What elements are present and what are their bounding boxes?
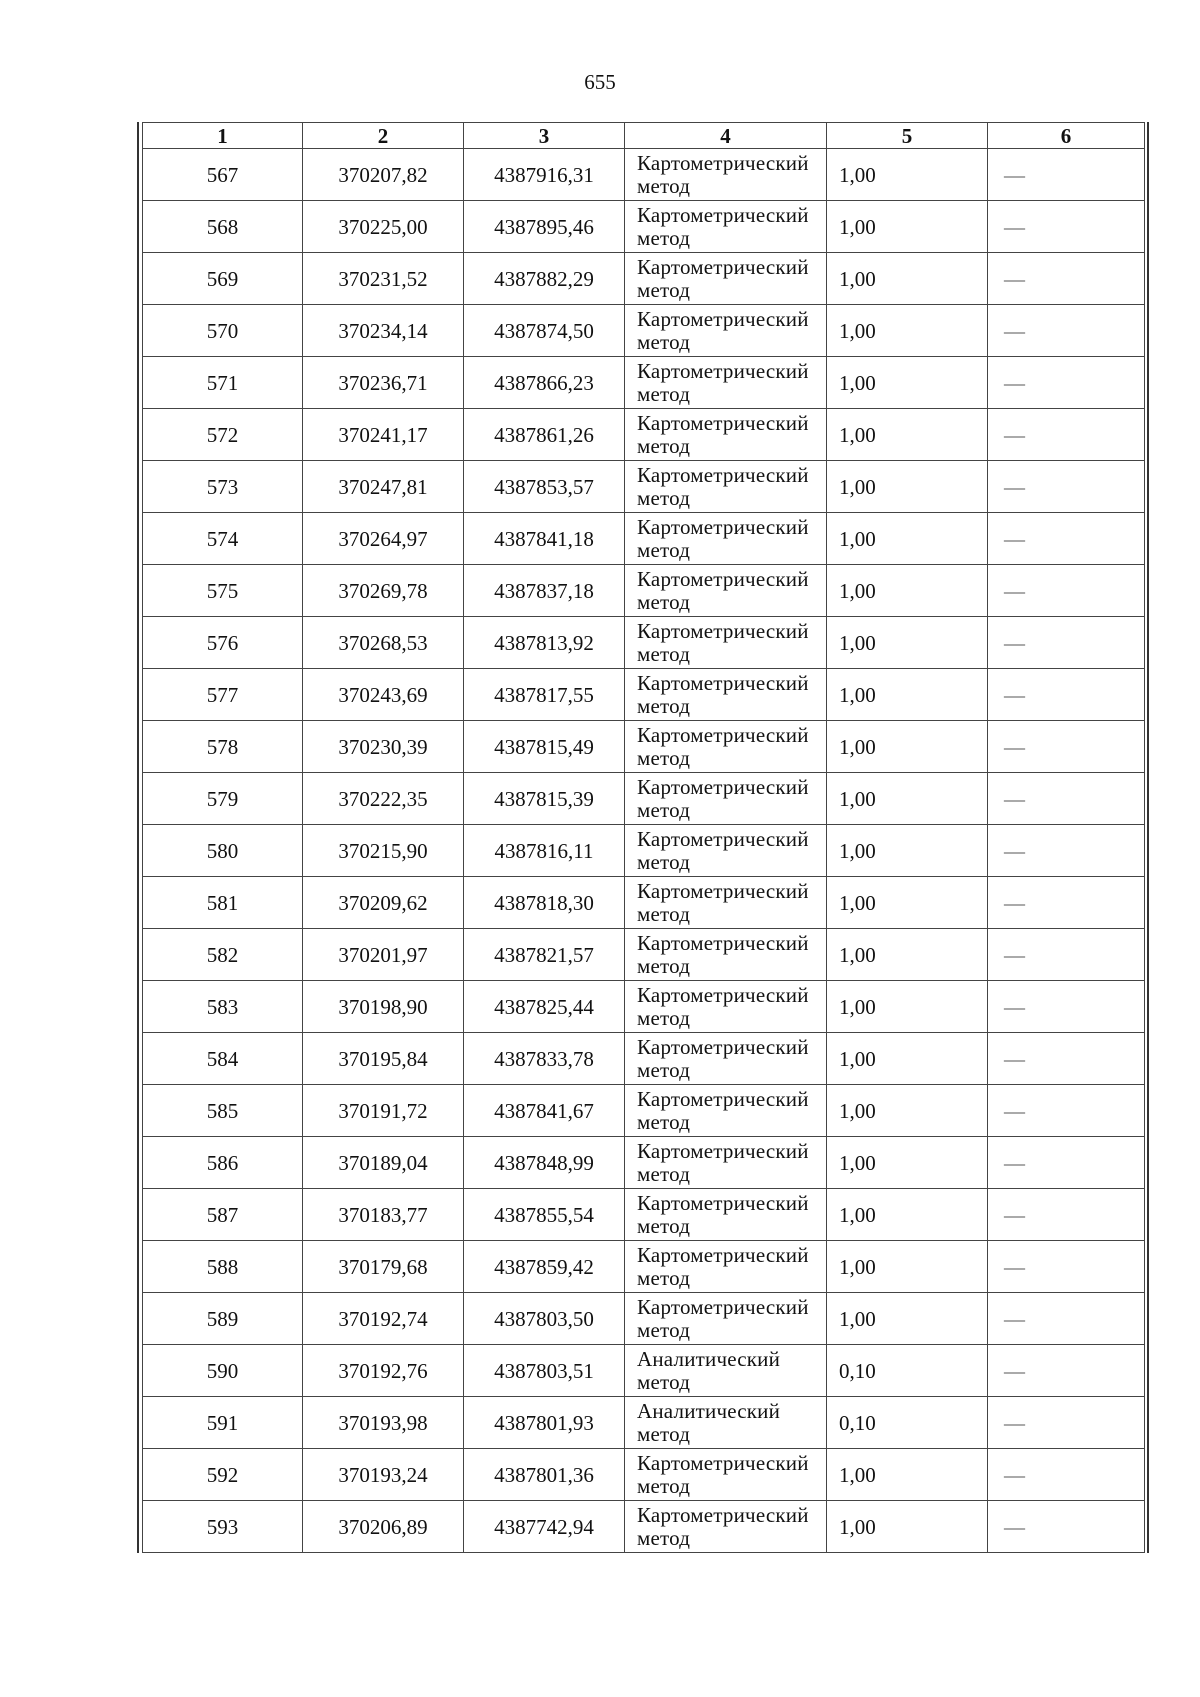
cell-method: Картометрический метод — [625, 149, 827, 201]
cell-method: Картометрический метод — [625, 1449, 827, 1501]
table-row — [143, 617, 1145, 669]
cell-note: — — [988, 513, 1145, 565]
cell-point-number: 588 — [143, 1241, 303, 1293]
header-cell-1: 1 — [143, 123, 303, 149]
cell-x-coordinate: 370241,17 — [303, 409, 464, 461]
header-cell-2: 2 — [303, 123, 464, 149]
cell-method: Аналитический метод — [625, 1345, 827, 1397]
cell-method: Картометрический метод — [625, 253, 827, 305]
cell-y-coordinate: 4387813,92 — [464, 617, 625, 669]
cell-x-coordinate: 370268,53 — [303, 617, 464, 669]
cell-accuracy: 1,00 — [827, 461, 988, 513]
cell-x-coordinate: 370198,90 — [303, 981, 464, 1033]
cell-accuracy: 1,00 — [827, 981, 988, 1033]
cell-y-coordinate: 4387859,42 — [464, 1241, 625, 1293]
cell-y-coordinate: 4387742,94 — [464, 1501, 625, 1553]
cell-method: Картометрический метод — [625, 1189, 827, 1241]
table-row — [143, 1085, 1145, 1137]
cell-note: — — [988, 253, 1145, 305]
cell-method: Картометрический метод — [625, 357, 827, 409]
cell-note: — — [988, 1189, 1145, 1241]
cell-point-number: 583 — [143, 981, 303, 1033]
cell-y-coordinate: 4387874,50 — [464, 305, 625, 357]
cell-accuracy: 1,00 — [827, 149, 988, 201]
cell-method: Картометрический метод — [625, 1501, 827, 1553]
cell-x-coordinate: 370193,98 — [303, 1397, 464, 1449]
cell-accuracy: 1,00 — [827, 305, 988, 357]
coordinates-table-frame — [137, 122, 1149, 1553]
cell-x-coordinate: 370215,90 — [303, 825, 464, 877]
cell-method: Картометрический метод — [625, 305, 827, 357]
table-row — [143, 929, 1145, 981]
cell-note: — — [988, 357, 1145, 409]
cell-note: — — [988, 1449, 1145, 1501]
cell-x-coordinate: 370222,35 — [303, 773, 464, 825]
cell-x-coordinate: 370201,97 — [303, 929, 464, 981]
cell-method: Картометрический метод — [625, 1085, 827, 1137]
cell-x-coordinate: 370234,14 — [303, 305, 464, 357]
cell-x-coordinate: 370179,68 — [303, 1241, 464, 1293]
cell-y-coordinate: 4387803,50 — [464, 1293, 625, 1345]
cell-point-number: 582 — [143, 929, 303, 981]
cell-note: — — [988, 617, 1145, 669]
cell-accuracy: 1,00 — [827, 773, 988, 825]
cell-point-number: 584 — [143, 1033, 303, 1085]
table-row — [143, 1293, 1145, 1345]
table-row — [143, 565, 1145, 617]
cell-method: Картометрический метод — [625, 1137, 827, 1189]
cell-accuracy: 1,00 — [827, 1449, 988, 1501]
table-row — [143, 669, 1145, 721]
cell-x-coordinate: 370225,00 — [303, 201, 464, 253]
cell-method: Картометрический метод — [625, 721, 827, 773]
cell-method: Картометрический метод — [625, 565, 827, 617]
cell-method: Аналитический метод — [625, 1397, 827, 1449]
cell-y-coordinate: 4387866,23 — [464, 357, 625, 409]
cell-point-number: 587 — [143, 1189, 303, 1241]
cell-accuracy: 1,00 — [827, 1085, 988, 1137]
cell-y-coordinate: 4387895,46 — [464, 201, 625, 253]
cell-y-coordinate: 4387821,57 — [464, 929, 625, 981]
cell-point-number: 575 — [143, 565, 303, 617]
cell-point-number: 572 — [143, 409, 303, 461]
table-row — [143, 721, 1145, 773]
cell-accuracy: 1,00 — [827, 877, 988, 929]
cell-accuracy: 0,10 — [827, 1345, 988, 1397]
cell-method: Картометрический метод — [625, 409, 827, 461]
cell-note: — — [988, 669, 1145, 721]
cell-y-coordinate: 4387803,51 — [464, 1345, 625, 1397]
cell-y-coordinate: 4387882,29 — [464, 253, 625, 305]
cell-point-number: 579 — [143, 773, 303, 825]
cell-point-number: 570 — [143, 305, 303, 357]
cell-point-number: 581 — [143, 877, 303, 929]
cell-point-number: 592 — [143, 1449, 303, 1501]
header-cell-3: 3 — [464, 123, 625, 149]
cell-note: — — [988, 1137, 1145, 1189]
cell-y-coordinate: 4387855,54 — [464, 1189, 625, 1241]
cell-y-coordinate: 4387815,39 — [464, 773, 625, 825]
cell-note: — — [988, 149, 1145, 201]
cell-method: Картометрический метод — [625, 825, 827, 877]
cell-x-coordinate: 370189,04 — [303, 1137, 464, 1189]
cell-method: Картометрический метод — [625, 1033, 827, 1085]
table-row — [143, 1345, 1145, 1397]
cell-point-number: 591 — [143, 1397, 303, 1449]
cell-note: — — [988, 1501, 1145, 1553]
cell-x-coordinate: 370193,24 — [303, 1449, 464, 1501]
table-row — [143, 773, 1145, 825]
cell-point-number: 569 — [143, 253, 303, 305]
cell-method: Картометрический метод — [625, 929, 827, 981]
cell-y-coordinate: 4387816,11 — [464, 825, 625, 877]
table-row — [143, 825, 1145, 877]
cell-point-number: 574 — [143, 513, 303, 565]
cell-note: — — [988, 1293, 1145, 1345]
cell-note: — — [988, 461, 1145, 513]
cell-note: — — [988, 721, 1145, 773]
cell-point-number: 586 — [143, 1137, 303, 1189]
cell-x-coordinate: 370206,89 — [303, 1501, 464, 1553]
table-row — [143, 981, 1145, 1033]
cell-method: Картометрический метод — [625, 1241, 827, 1293]
cell-y-coordinate: 4387916,31 — [464, 149, 625, 201]
cell-x-coordinate: 370231,52 — [303, 253, 464, 305]
cell-note: — — [988, 773, 1145, 825]
cell-note: — — [988, 1033, 1145, 1085]
cell-accuracy: 1,00 — [827, 825, 988, 877]
cell-note: — — [988, 305, 1145, 357]
cell-x-coordinate: 370243,69 — [303, 669, 464, 721]
table-body — [143, 149, 1145, 1553]
cell-method: Картометрический метод — [625, 981, 827, 1033]
cell-x-coordinate: 370209,62 — [303, 877, 464, 929]
table-row — [143, 1449, 1145, 1501]
cell-point-number: 567 — [143, 149, 303, 201]
table-row — [143, 877, 1145, 929]
table-row — [143, 1033, 1145, 1085]
cell-accuracy: 1,00 — [827, 617, 988, 669]
table-row — [143, 201, 1145, 253]
cell-method: Картометрический метод — [625, 461, 827, 513]
cell-y-coordinate: 4387841,67 — [464, 1085, 625, 1137]
cell-point-number: 576 — [143, 617, 303, 669]
cell-accuracy: 1,00 — [827, 357, 988, 409]
cell-note: — — [988, 825, 1145, 877]
cell-point-number: 580 — [143, 825, 303, 877]
cell-point-number: 571 — [143, 357, 303, 409]
cell-method: Картометрический метод — [625, 617, 827, 669]
cell-accuracy: 1,00 — [827, 1189, 988, 1241]
table-row — [143, 513, 1145, 565]
table-row — [143, 1137, 1145, 1189]
cell-y-coordinate: 4387825,44 — [464, 981, 625, 1033]
cell-method: Картометрический метод — [625, 513, 827, 565]
cell-x-coordinate: 370207,82 — [303, 149, 464, 201]
cell-accuracy: 1,00 — [827, 513, 988, 565]
cell-note: — — [988, 409, 1145, 461]
cell-method: Картометрический метод — [625, 1293, 827, 1345]
cell-y-coordinate: 4387801,93 — [464, 1397, 625, 1449]
cell-note: — — [988, 1085, 1145, 1137]
header-cell-4: 4 — [625, 123, 827, 149]
cell-accuracy: 1,00 — [827, 1293, 988, 1345]
table-row — [143, 1189, 1145, 1241]
cell-y-coordinate: 4387837,18 — [464, 565, 625, 617]
cell-note: — — [988, 877, 1145, 929]
cell-accuracy: 1,00 — [827, 201, 988, 253]
coordinates-table — [142, 122, 1145, 1553]
cell-y-coordinate: 4387817,55 — [464, 669, 625, 721]
cell-note: — — [988, 929, 1145, 981]
cell-y-coordinate: 4387818,30 — [464, 877, 625, 929]
cell-point-number: 573 — [143, 461, 303, 513]
cell-x-coordinate: 370236,71 — [303, 357, 464, 409]
cell-accuracy: 1,00 — [827, 929, 988, 981]
cell-point-number: 578 — [143, 721, 303, 773]
cell-x-coordinate: 370183,77 — [303, 1189, 464, 1241]
cell-note: — — [988, 981, 1145, 1033]
header-cell-6: 6 — [988, 123, 1145, 149]
header-cell-5: 5 — [827, 123, 988, 149]
cell-x-coordinate: 370247,81 — [303, 461, 464, 513]
table-row — [143, 357, 1145, 409]
cell-accuracy: 1,00 — [827, 1033, 988, 1085]
cell-point-number: 577 — [143, 669, 303, 721]
cell-method: Картометрический метод — [625, 877, 827, 929]
cell-point-number: 589 — [143, 1293, 303, 1345]
table-row — [143, 1397, 1145, 1449]
cell-note: — — [988, 1345, 1145, 1397]
cell-accuracy: 1,00 — [827, 669, 988, 721]
cell-note: — — [988, 201, 1145, 253]
table-header-row — [143, 123, 1145, 149]
cell-point-number: 585 — [143, 1085, 303, 1137]
cell-note: — — [988, 1241, 1145, 1293]
cell-note: — — [988, 1397, 1145, 1449]
cell-x-coordinate: 370192,76 — [303, 1345, 464, 1397]
cell-x-coordinate: 370195,84 — [303, 1033, 464, 1085]
page-number: 655 — [584, 70, 616, 94]
cell-x-coordinate: 370192,74 — [303, 1293, 464, 1345]
cell-note: — — [988, 565, 1145, 617]
cell-y-coordinate: 4387801,36 — [464, 1449, 625, 1501]
cell-accuracy: 1,00 — [827, 565, 988, 617]
cell-accuracy: 1,00 — [827, 1241, 988, 1293]
cell-y-coordinate: 4387848,99 — [464, 1137, 625, 1189]
cell-method: Картометрический метод — [625, 773, 827, 825]
cell-accuracy: 1,00 — [827, 253, 988, 305]
cell-point-number: 568 — [143, 201, 303, 253]
cell-y-coordinate: 4387861,26 — [464, 409, 625, 461]
cell-y-coordinate: 4387815,49 — [464, 721, 625, 773]
cell-point-number: 590 — [143, 1345, 303, 1397]
cell-accuracy: 1,00 — [827, 409, 988, 461]
cell-x-coordinate: 370191,72 — [303, 1085, 464, 1137]
cell-x-coordinate: 370269,78 — [303, 565, 464, 617]
cell-accuracy: 1,00 — [827, 1501, 988, 1553]
table-row — [143, 1241, 1145, 1293]
cell-method: Картометрический метод — [625, 669, 827, 721]
cell-point-number: 593 — [143, 1501, 303, 1553]
cell-x-coordinate: 370264,97 — [303, 513, 464, 565]
cell-y-coordinate: 4387853,57 — [464, 461, 625, 513]
cell-y-coordinate: 4387833,78 — [464, 1033, 625, 1085]
cell-method: Картометрический метод — [625, 201, 827, 253]
table-row — [143, 253, 1145, 305]
table-row — [143, 409, 1145, 461]
cell-x-coordinate: 370230,39 — [303, 721, 464, 773]
cell-accuracy: 1,00 — [827, 1137, 988, 1189]
table-row — [143, 461, 1145, 513]
cell-accuracy: 1,00 — [827, 721, 988, 773]
table-row — [143, 149, 1145, 201]
cell-accuracy: 0,10 — [827, 1397, 988, 1449]
table-row — [143, 1501, 1145, 1553]
table-row — [143, 305, 1145, 357]
cell-y-coordinate: 4387841,18 — [464, 513, 625, 565]
